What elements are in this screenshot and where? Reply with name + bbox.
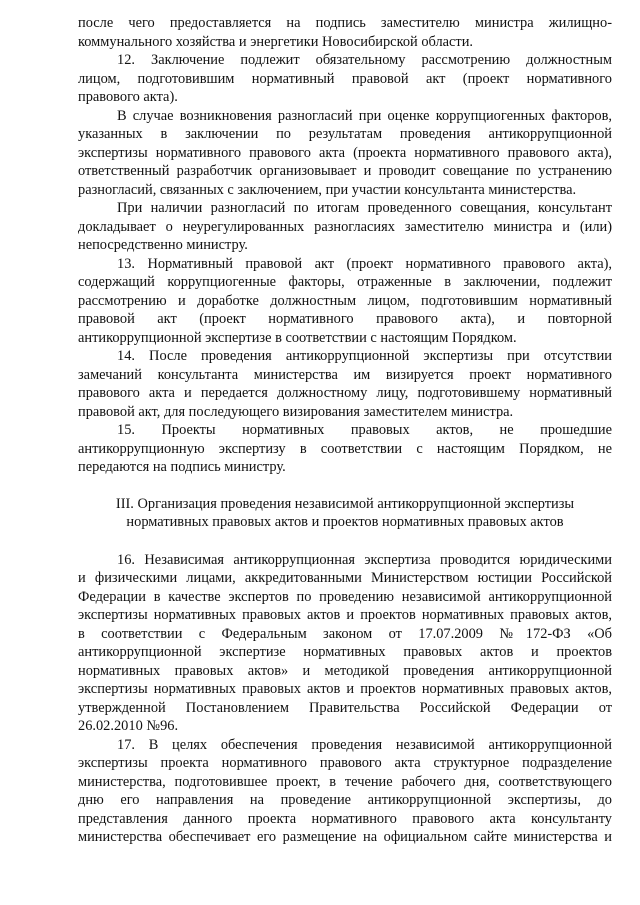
- paragraph-17: [78, 736, 612, 847]
- paragraph-disagreements: [78, 107, 612, 200]
- text-line: 26.02.2010 №96.: [78, 718, 179, 734]
- text-line: 13. Нормативный правовой акт (проект нормативного правового акта),: [117, 255, 612, 272]
- document-body: [78, 14, 612, 847]
- text-line: в соответствии с Федеральным законом от 17.07.2009 №172-ФЗ «Об: [78, 625, 612, 642]
- paragraph-15: [78, 421, 612, 477]
- text-line: содержащий коррупциогенные факторы, отраженные в заключении, подлежит: [78, 274, 612, 290]
- text-line: ответственный разработчик организовывает и проводит совещание по устранению: [78, 163, 612, 179]
- text-line: рассмотрению и доработке должностным лицом, подготовившим нормативный: [78, 292, 612, 309]
- text-line: нормативных правовых актов» и методикой проведения антикоррупционной: [78, 662, 612, 679]
- text-line: 16. Независимая антикоррупционная экспертиза проводится юридическими: [117, 551, 612, 568]
- spacer: [78, 532, 612, 551]
- text-line: правового акта и передается должностному лицу, подготовившему нормативный: [78, 385, 612, 401]
- section-heading-line: нормативных правовых актов и проектов нормативных правовых актов: [126, 514, 564, 530]
- text-line: антикоррупционной экспертизе в соответствии с настоящим Порядком.: [78, 329, 517, 346]
- text-line: экспертизы нормативных правовых актов и проектов нормативных правовых актов,: [78, 607, 612, 623]
- text-line: министерства, подготовившее проект, в течение рабочего дня, соответствующего: [78, 773, 612, 790]
- text-line: замечаний консультанта министерства им визируется проект нормативного: [78, 366, 612, 383]
- text-line: разногласий, связанных с заключением, при участии консультанта министерства.: [78, 181, 577, 198]
- text-line: утвержденной Постановлением Правительства Российской Федерации от: [78, 699, 612, 716]
- paragraph-14: [78, 347, 612, 421]
- text-line: представления данного проекта нормативного правового акта консультанту: [78, 810, 612, 827]
- text-line: докладывает о неурегулированных разногласиях заместителю министра и (или): [78, 218, 612, 235]
- text-line: после чего предоставляется на подпись заместителю министра жилищно-: [78, 15, 612, 31]
- section-heading-line: III. Организация проведения независимой антикоррупционной экспертизы: [115, 495, 575, 512]
- text-line: и физическими лицами, аккредитованными Министерством юстиции Российской: [78, 570, 612, 586]
- text-line: В случае возникновения разногласий при оценке коррупциогенных факторов,: [117, 107, 612, 124]
- text-line: лицом, подготовившим нормативный правовой акт (проект нормативного: [78, 70, 612, 87]
- text-line: экспертизы нормативного правового акта (проекта нормативного правового акта),: [78, 144, 612, 161]
- text-line: непосредственно министру.: [78, 237, 248, 253]
- text-line: указанных в заключении по результатам проведения антикоррупционной: [78, 126, 612, 142]
- text-line: правового акта).: [78, 89, 178, 105]
- text-line: передаются на подпись министру.: [78, 459, 286, 475]
- spacer: [78, 477, 612, 495]
- text-line: антикоррупционной экспертизе нормативных правовых актов и проектов: [78, 644, 612, 660]
- text-line: 17. В целях обеспечения проведения независимой антикоррупционной: [117, 736, 612, 753]
- text-line: При наличии разногласий по итогам проведенного совещания, консультант: [117, 200, 612, 216]
- paragraph-13: [78, 255, 612, 348]
- text-line: антикоррупционную экспертизу в соответствии с настоящим Порядком, не: [78, 440, 612, 457]
- text-line: министерства обеспечивает его размещение на официальном сайте министерства и: [78, 829, 612, 845]
- section-heading: [78, 495, 612, 532]
- text-line: 15. Проекты нормативных правовых актов, не прошедшие: [117, 422, 612, 438]
- paragraph-12: [78, 51, 612, 107]
- text-line: правовой акт, для последующего визирования заместителем министра.: [78, 403, 514, 420]
- text-line: правовой акт (проект нормативного правового акта), и повторной: [78, 311, 612, 327]
- text-line: дню его направления на проведение антикоррупционной экспертизы, до: [78, 792, 612, 808]
- text-line: коммунального хозяйства и энергетики Новосибирской области.: [78, 33, 474, 50]
- paragraph-16: [78, 551, 612, 736]
- text-line: 14. После проведения антикоррупционной экспертизы при отсутствии: [117, 348, 612, 364]
- paragraph-consultant-report: [78, 199, 612, 255]
- text-line: 12. Заключение подлежит обязательному рассмотрению должностным: [117, 52, 612, 68]
- text-line: Федерации в качестве экспертов по проведению независимой антикоррупционной: [78, 588, 612, 605]
- text-line: экспертизы проекта нормативного правового акта структурное подразделение: [78, 755, 612, 771]
- text-line: экспертизы нормативных правовых актов и проектов нормативных правовых актов,: [78, 681, 612, 697]
- paragraph-continuation: [78, 14, 612, 51]
